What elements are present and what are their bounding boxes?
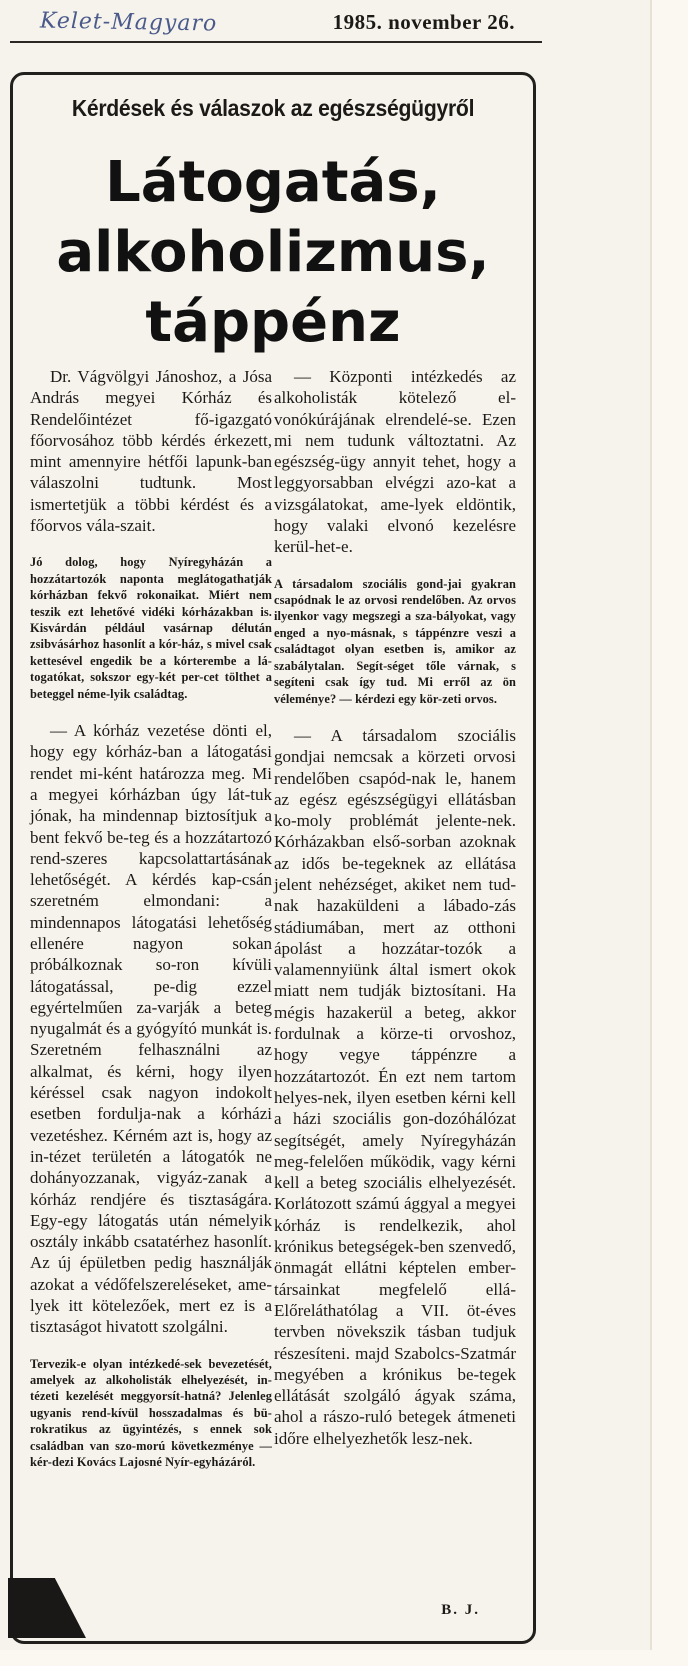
right-column xyxy=(274,366,516,1463)
answer-paragraph: — Központi intézkedés az alkoholisták kötelező el-vonókúrájának elrendelé-se. Ezen mi nem tudunk változtatni. Az egészség-ügy annyit tehet, hogy a leggyorsabban elvégzi azo-kat a vizsgálatokat, ame-lyek eldöntik, hogy valaki elvonó kezelésre kerül-het-e. xyxy=(274,367,516,557)
handwritten-source-note: Kelet-Magyaro xyxy=(39,8,218,37)
left-column xyxy=(30,366,272,1488)
answer-paragraph: — A társadalom szociális gondjai nemcsak a körzeti orvosi rendelőben csapód-nak le, hanem az egész egészségügyi ellátásban ko-moly problémát jelente-nek. Kórházakban első-sorban azoknak az idős be-tegeknek az ellátása jelent nehézséget, akiket nem tud-nak hazaküldeni a lábado-zás stádiumában, mert az otthoni ápolást a hozzátar-tozók a valamennyiünk által ismert okok miatt nem tudják biztosítani. Ha mégis hazakerül a beteg, akkor fordulnak a körze-ti orvoshoz, hogy vegye táppénzre a hozzátartozót. Én ezt nem tartom helyes-nek, ilyen esetben kérni kell a házi szociális gon-dozóhálózat segítségét, amely Nyíregyházán meg-felelően működik, vagy kérni kell a beteg szociális elhelyezését. Korlátozott számú ággyal a megyei kórház is rendelkezik, ahol krónikus betegségek-ben szenvedő, önmagát ellátni képtelen ember-társainkat megfelelő ellá-Előreláthatólag a VII. öt-éves tervben növekszik tásban tudjuk részesíteni. majd Szabolcs-Szatmár megyében a krónikus be-tegek ellátását szolgáló ágyak száma, ahol a rászo-ruló betegek átmeneti időre elhelyezhetők lesz-nek. xyxy=(274,725,516,1448)
publication-date: 1985. november 26. xyxy=(332,10,515,34)
headline-line: Látogatás, xyxy=(105,150,441,215)
author-signature: B. J. xyxy=(441,1602,480,1618)
answer-paragraph: — A kórház vezetése dönti el, hogy egy kórház-ban a látogatási rendet mi-ként határozza meg. Mi a megyei kórházban úgy lát-tuk jónak, ha mindennap biztosítjuk a bent fekvő be-teg és a hozzátartozó rend-szeres kapcsolattartásának lehetőségét. A kérdés kap-csán szeretném elmondani: a mindennapos látogatási lehetőség ellenére nagyon sokan próbálkoznak so-ron kívüli látogatással, pe-dig ezzel egyértelműen za-varják a beteg nyugalmát és a gyógyító munkát is. Szeretném felhasználni az alkalmat, és kérni, hogy ilyen kéréssel csak nagyon indokolt esetben fordulja-nak a kórházi vezetéshez. Kérném azt is, hogy az in-tézet területén a látogatók ne dohányozzanak, vigyáz-zanak a kórház rendjére és tisztaságára. Egy-egy látogatás után némelyik osztály inkább csatatérhez hasonlít. Az új épületben pedig használják azokat a védőfelszereléseket, ame-lyek itt kötelezőek, mert ez is a tisztaságot hivatott szolgálni. xyxy=(30,721,272,1337)
article-headline xyxy=(0,148,546,358)
headline-line: táppénz xyxy=(145,290,401,355)
header-rule xyxy=(10,41,542,43)
headline-line: alkoholizmus, xyxy=(56,220,490,285)
intro-paragraph: Dr. Vágvölgyi Jánoshoz, a Jósa András megyei Kórház és Rendelőintézet fő-igazgató főorvosához több kérdés érkezett, mint amennyire hétfői lapunk-ban válaszolni tudtunk. Most ismertetjük a többi kérdést és a főorvos vála-szait. xyxy=(30,367,272,536)
reader-question: A társadalom szociális gond-jai gyakran csapódnak le az orvosi rendelőben. Az orvos ilyenkor vagy megszegi a sza-bályokat, vagy enged a nyo-másnak, s táppénzre veszi a családtagot olyan esetben is, amikor az szabálytalan. Segít-séget tőle várnak, s segíteni csak így tud. Mi erről az ön véleménye? — kérdezi egy kör-zeti orvos. xyxy=(274,576,516,706)
article-kicker: Kérdések és válaszok az egészségügyről xyxy=(71,95,475,121)
reader-question: Jó dolog, hogy Nyíregyházán a hozzátartozók naponta meglátogathatják kórházban fekvő rokonaikat. Miért nem teszik ezt lehetővé vidéki kórházakban is. Kisvárdán például vasárnap délután zsibvásárhoz hasonlít a kór-ház, s mivel csak kettesével engedik be a kórterembe a lá-togatókat, sokszor egy-két per-cet tölthet a beteggel néme-lyik családtag. xyxy=(30,555,272,701)
reader-question: Tervezik-e olyan intézkedé-sek bevezetését, amelyek az alkoholisták elhelyezését, in-tézeti kezelését meggyorsít-hatná? Jelenleg ugyanis rend-kívül hosszadalmas és bü-rokratikus az ügyintézés, s ennek sok családban van szo-morú következménye — kér-dezi Kovács Lajosné Nyír-egyházáról. xyxy=(30,1356,272,1470)
